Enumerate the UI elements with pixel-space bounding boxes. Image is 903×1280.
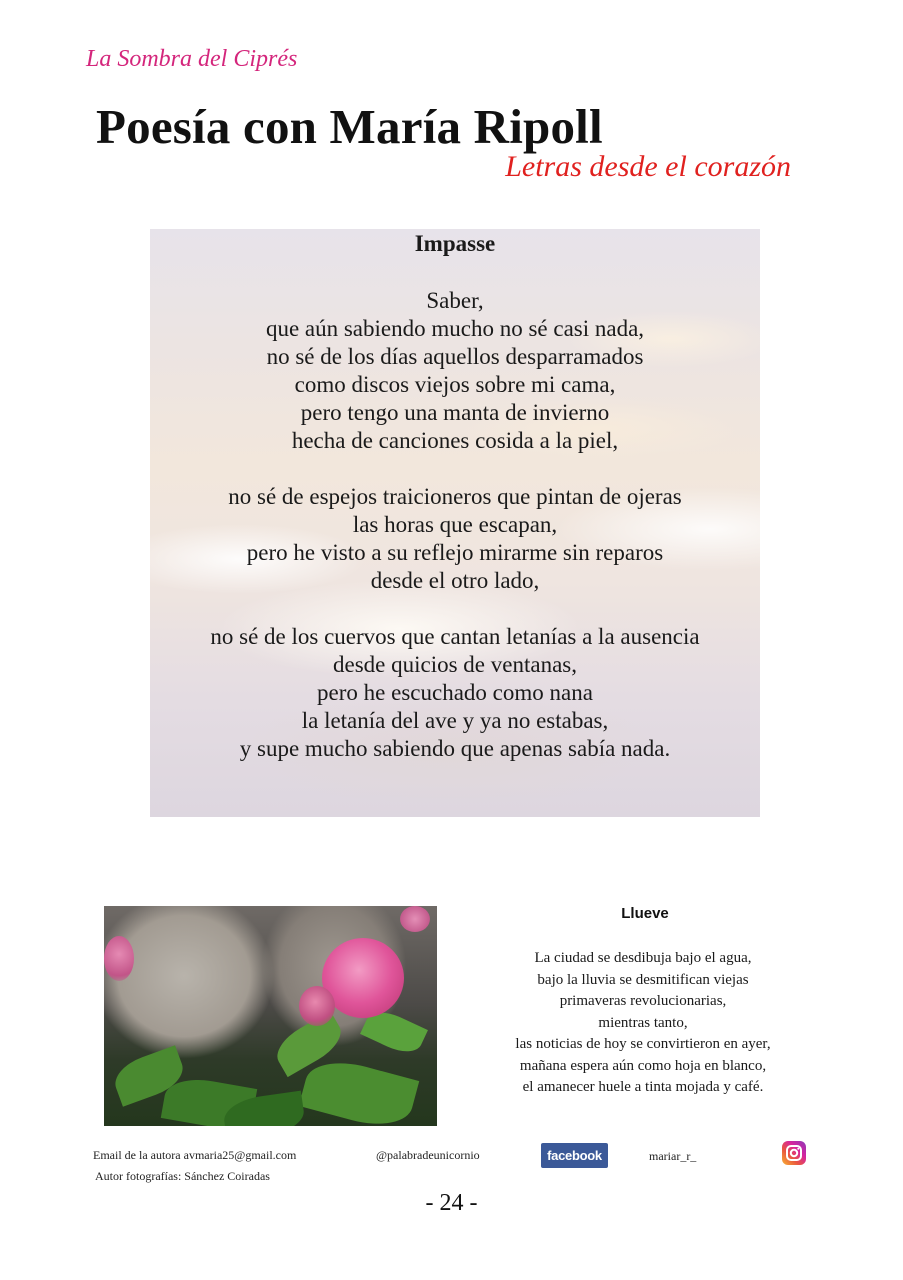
page-number: - 24 -	[425, 1190, 478, 1216]
rose-photo	[104, 906, 437, 1126]
poem-line: hecha de canciones cosida a la piel,	[291, 428, 619, 453]
poem-line: el amanecer huele a tinta mojada y café.	[522, 1079, 764, 1095]
facebook-icon: facebook	[541, 1143, 608, 1168]
poem-line: no sé de espejos traicioneros que pintan de ojeras	[228, 484, 682, 509]
author-email: Email de la autora avmaria25@gmail.com	[93, 1148, 297, 1162]
instagram-username: mariar_r_	[649, 1149, 697, 1163]
poem-stanza	[150, 483, 760, 595]
poem-title: Llueve	[621, 905, 669, 922]
poem-line: y supe mucho sabiendo que apenas sabía nada.	[239, 736, 671, 761]
page-subtitle: Letras desde el corazón	[505, 150, 791, 183]
poem-stanza	[462, 948, 824, 1099]
poem-line: primaveras revolucionarias,	[559, 993, 727, 1009]
photo-credit: Autor fotografías: Sánchez Coiradas	[95, 1169, 270, 1183]
poem-line: Saber,	[426, 288, 484, 313]
poem-line: las horas que escapan,	[352, 512, 558, 537]
poem-stanza	[150, 623, 760, 763]
poem-line: las noticias de hoy se convirtieron en ayer,	[515, 1036, 771, 1052]
instagram-icon	[782, 1141, 806, 1165]
poem-line: bajo la lluvia se desmitifican viejas	[537, 971, 749, 988]
poem-line: pero he escuchado como nana	[317, 680, 593, 705]
poem-line: que aún sabiendo mucho no sé casi nada,	[265, 316, 645, 341]
poem-title: Impasse	[414, 231, 496, 256]
poem-line: mañana espera aún como hoja en blanco,	[519, 1057, 767, 1074]
poem-line: pero tengo una manta de invierno	[300, 400, 610, 425]
poem-line: no sé de los cuervos que cantan letanías a la ausencia	[210, 624, 700, 649]
poem-line: pero he visto a su reflejo mirarme sin reparos	[246, 540, 664, 565]
poem-line: como discos viejos sobre mi cama,	[294, 372, 616, 397]
page-title: Poesía con María Ripoll	[96, 99, 603, 154]
poem-stanza	[150, 287, 760, 455]
poem-line: desde el otro lado,	[370, 568, 540, 593]
social-handle: @palabradeunicornio	[376, 1148, 480, 1162]
magazine-name: La Sombra del Ciprés	[86, 46, 298, 72]
poem-line: desde quicios de ventanas,	[333, 652, 577, 677]
poem-line: La ciudad se desdibuja bajo el agua,	[534, 950, 752, 966]
poem-line: la letanía del ave y ya no estabas,	[301, 708, 609, 733]
poem-line: no sé de los días aquellos desparramados	[266, 344, 644, 369]
poem-impasse-panel	[150, 229, 760, 817]
poem-line: mientras tanto,	[598, 1014, 688, 1031]
